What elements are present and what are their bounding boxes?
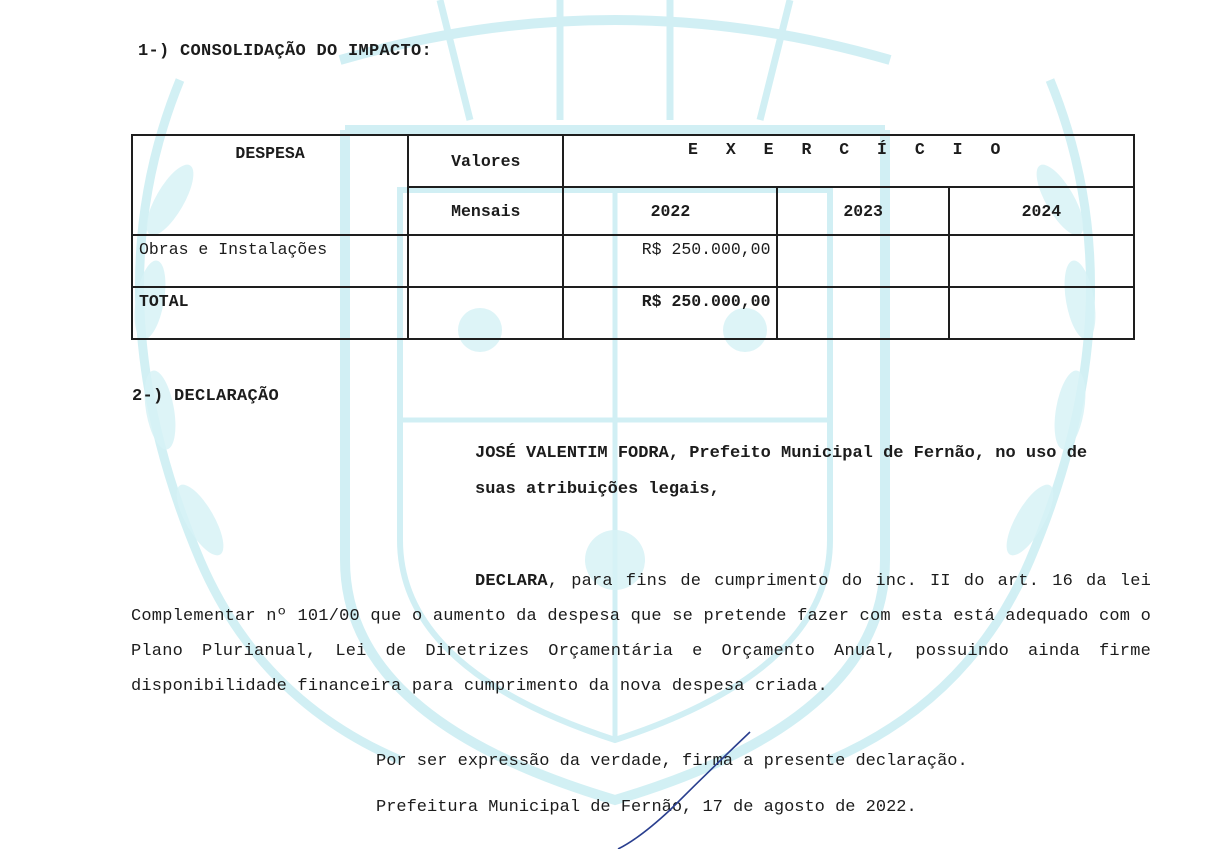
impact-table [131, 134, 1135, 340]
declaration-body-text: , para fins de cumprimento do inc. II do art. 16 da lei Complementar nº 101/00 que o aumento da despesa que se pretende fazer com esta está adequado com o Plano Plurianual, Lei de Diretrizes Orçamentária e Orçamento Anual, possuindo ainda firme disponibilidade financeira para cumprimento da nova despesa criada. [131, 572, 1151, 696]
table-row [132, 235, 1134, 287]
section-2-title: 2-) DECLARAÇÃO [132, 387, 280, 406]
declaration-body-paragraph [131, 564, 1151, 704]
table-header-row-1 [132, 135, 1134, 187]
header-exercicio: E X E R C Í C I O [563, 135, 1134, 187]
total-value-2022: R$ 250.000,00 [563, 287, 777, 339]
closing-statement: Por ser expressão da verdade, firma a presente declaração. [376, 752, 968, 771]
declara-keyword: DECLARA [475, 572, 548, 591]
row-value-2023 [777, 235, 948, 287]
header-year-2022: 2022 [563, 187, 777, 235]
row-value-2024 [949, 235, 1134, 287]
header-valores: Valores [408, 135, 563, 187]
total-value-2024 [949, 287, 1134, 339]
header-year-2024: 2024 [949, 187, 1134, 235]
row-value-2022: R$ 250.000,00 [563, 235, 777, 287]
total-value-2023 [777, 287, 948, 339]
row-label: Obras e Instalações [132, 235, 408, 287]
section-1-title: 1-) CONSOLIDAÇÃO DO IMPACTO: [138, 42, 433, 61]
table-total-row [132, 287, 1134, 339]
header-despesa: DESPESA [132, 135, 408, 235]
declarant-name-paragraph: JOSÉ VALENTIM FODRA, Prefeito Municipal de Fernão, no uso de suas atribuições legais, [475, 444, 1088, 499]
row-mensal [408, 235, 563, 287]
total-label: TOTAL [132, 287, 408, 339]
signature-stroke [600, 730, 760, 849]
header-mensais: Mensais [408, 187, 563, 235]
place-and-date: Prefeitura Municipal de Fernão, 17 de agosto de 2022. [376, 798, 917, 817]
header-year-2023: 2023 [777, 187, 948, 235]
total-mensal [408, 287, 563, 339]
